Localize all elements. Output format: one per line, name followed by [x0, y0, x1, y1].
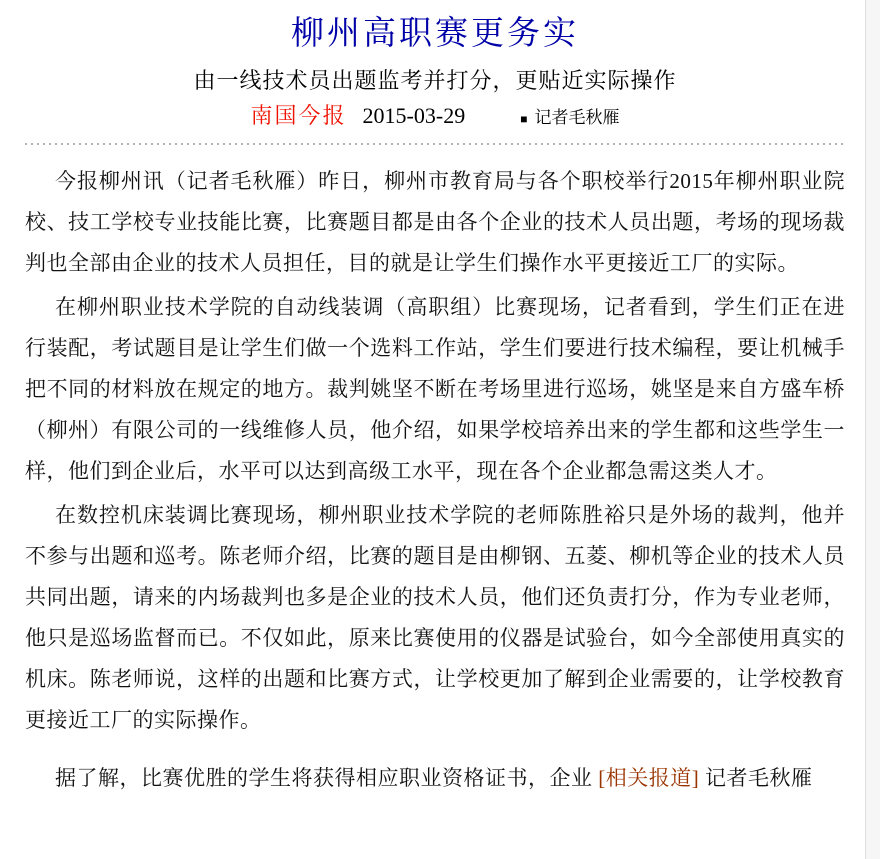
clipped-text-after: 记者毛秋雁: [705, 766, 813, 790]
page-title: 柳州高职赛更务实: [291, 16, 579, 52]
article-subtitle: 由一线技术员出题监考并打分，更贴近实际操作: [193, 68, 677, 93]
publish-date: 2015-03-29: [362, 103, 466, 128]
bullet-icon: ■: [520, 112, 528, 126]
article-content: [25, 0, 845, 799]
source-name: 南国今报: [250, 103, 347, 128]
paragraph-3: 在数控机床装调比赛现场，柳州职业技术学院的老师陈胜裕只是外场的裁判，他并不参与出题和巡考。陈老师介绍，比赛的题目是由柳钢、五菱、柳机等企业的技术人员共同出题，请来的内场裁判也多是企业的技术人员，他们还负责打分，作为专业老师，他只是巡场监督而已。不仅如此，原来比赛使用的仪器是试验台，如今全部使用真实的机床。陈老师说，这样的出题和比赛方式，让学校更加了解到企业需要的，让学校教育更接近工厂的实际操作。: [25, 503, 845, 732]
related-link[interactable]: [相关报道]: [598, 766, 700, 790]
clipped-text-before: 据了解，比赛优胜的学生将获得相应职业资格证书，企业: [55, 766, 593, 790]
dotted-divider: [25, 143, 845, 145]
reporter-name: 记者毛秋雁: [534, 108, 620, 127]
article-body: [25, 161, 845, 799]
paragraph-2: 在柳州职业技术学院的自动线装调（高职组）比赛现场，记者看到，学生们正在进行装配，考试题目是让学生们做一个选料工作站，学生们要进行技术编程，要让机械手把不同的材料放在规定的地方。裁判姚坚不断在考场里进行巡场，姚坚是来自方盛车桥（柳州）有限公司的一线维修人员，他介绍，如果学校培养出来的学生都和这些学生一样，他们到企业后，水平可以达到高级工水平，现在各个企业都急需这类人才。: [25, 295, 845, 483]
paragraph-4-clipped: [25, 758, 845, 799]
reporter: [520, 105, 619, 132]
page-edge-strip: [865, 0, 880, 859]
byline: [25, 103, 845, 132]
paragraph-1: 今报柳州讯（记者毛秋雁）昨日，柳州市教育局与各个职校举行2015年柳州职业院校、技工学校专业技能比赛，比赛题目都是由各个企业的技术人员出题，考场的现场裁判也全部由企业的技术人员担任，目的就是让学生们操作水平更接近工厂的实际。: [25, 169, 845, 275]
